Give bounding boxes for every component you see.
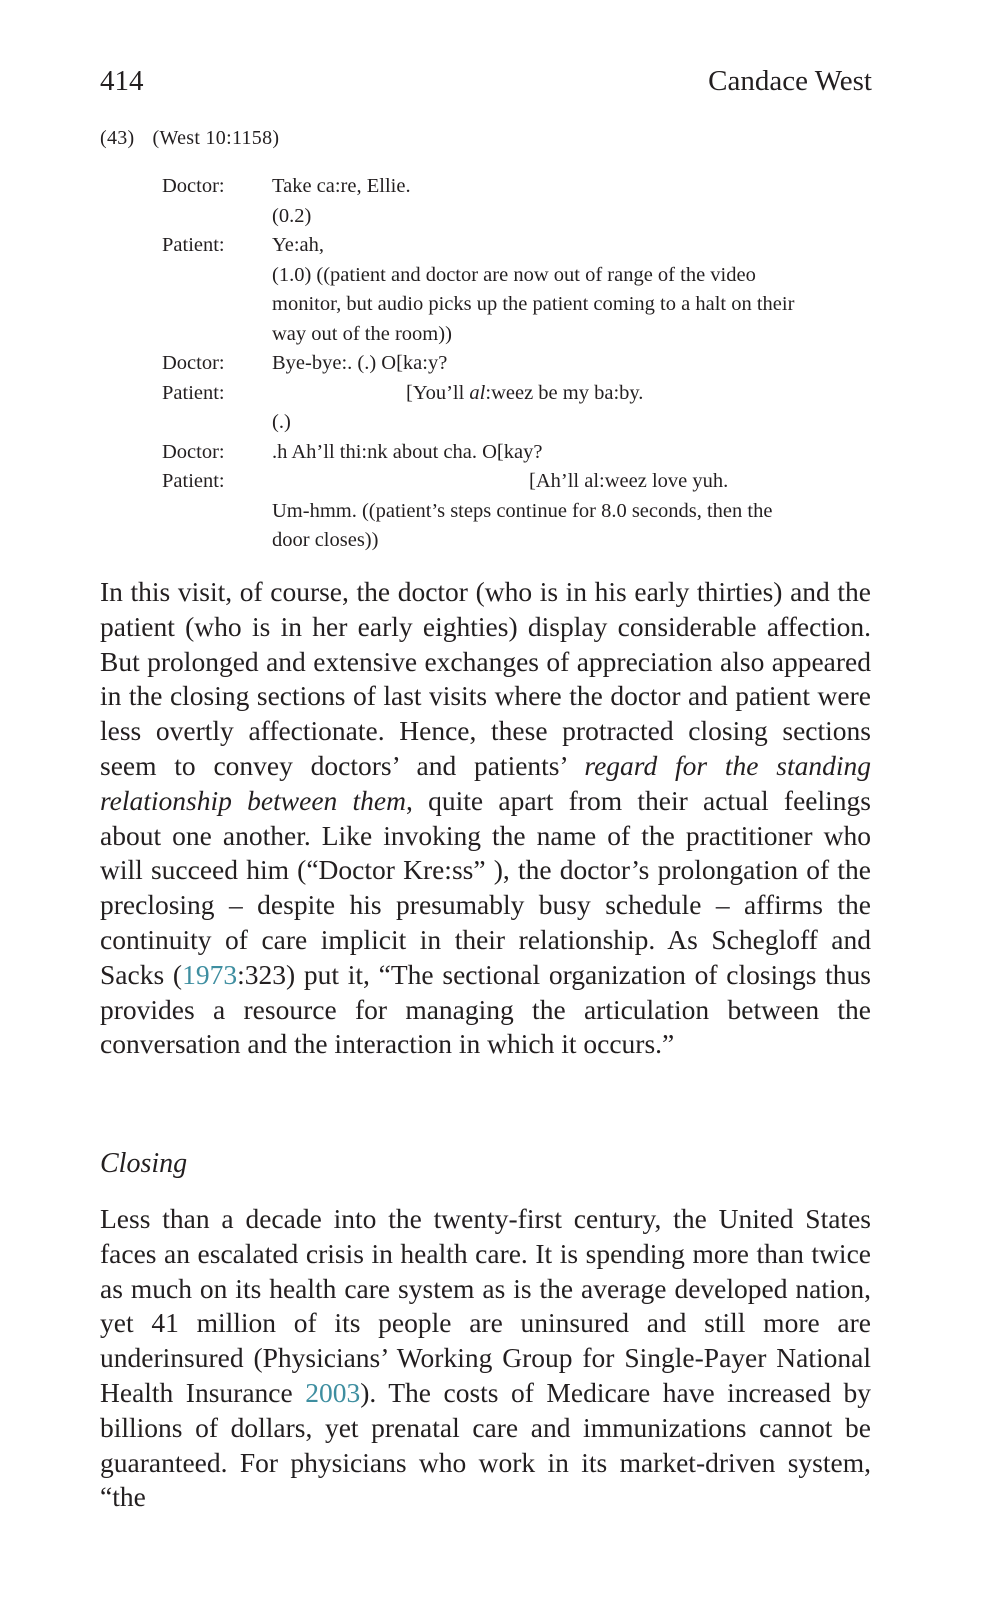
emphasized-text: al	[469, 381, 486, 404]
speaker-label	[162, 202, 272, 232]
overlap-text: [You’ll	[406, 381, 470, 404]
utterance	[272, 438, 874, 468]
speaker-label: Doctor:	[162, 175, 225, 197]
section-heading: Closing	[100, 1148, 188, 1179]
transcript-turn	[162, 349, 882, 379]
utterance	[272, 467, 874, 497]
utterance	[272, 408, 874, 438]
speaker-label	[162, 408, 272, 438]
utterance	[272, 231, 874, 261]
speaker-label: Patient:	[162, 234, 225, 256]
speaker-label: Doctor:	[162, 352, 225, 374]
utterance	[272, 261, 874, 350]
utterance	[272, 379, 874, 409]
utterance	[272, 349, 874, 379]
utterance-line: [Ah’ll al:weez love yuh.	[529, 470, 729, 492]
utterance	[272, 172, 874, 202]
utterance-line: door closes))	[272, 529, 379, 551]
citation-link[interactable]: 1973	[182, 958, 238, 990]
speaker-label: Patient:	[162, 470, 225, 492]
paragraph-text: ). The costs of Medicare have increased by billions of dollars, yet prenatal care and immunizations cannot be guaranteed. For physicians who work in its market-driven system, “the	[100, 1376, 871, 1513]
utterance-line: Take ca:re, Ellie.	[272, 175, 411, 197]
paragraph-text: , quite apart from their actual feelings about one another. Like invoking the name of the practitioner who will succeed him (“Doctor Kre:ss” ), the doctor’s prolongation of the preclosing – despite his presumably busy schedule – affirms the continuity of care implicit in their relationship. As Schegloff and Sacks (	[100, 784, 871, 990]
citation-link[interactable]: 2003	[305, 1376, 361, 1408]
utterance	[272, 202, 874, 232]
speaker-label: Doctor:	[162, 440, 225, 463]
utterance-line: monitor, but audio picks up the patient coming to a halt on their	[272, 293, 795, 315]
speaker-label	[162, 261, 272, 350]
utterance-line: (1.0) ((patient and doctor are now out of range of the video	[272, 263, 756, 286]
utterance-line: (.)	[272, 411, 291, 433]
transcript-turn	[162, 379, 882, 409]
transcript-turn	[162, 202, 882, 232]
transcript-turn	[162, 467, 882, 497]
example-source: (West 10:1158)	[152, 127, 280, 149]
speaker-label: Patient:	[162, 381, 225, 404]
transcript-turn	[162, 261, 882, 350]
running-head: Candace West	[708, 65, 872, 97]
paragraph-text: :323) put it, “The sectional organization of closings thus provides a resource for managing the articulation between the conversation and the interaction in which it occurs.”	[100, 958, 871, 1060]
paragraph-text: Less than a decade into the twenty-first century, the United States faces an escalated crisis in health care. It is spending more than twice as much on its health care system as is the average developed nation, yet 41 million of its people are uninsured and still more are underinsured (Physicians’ Working Group for Single-Payer National Health Insurance	[100, 1203, 871, 1408]
transcript-turn	[162, 438, 882, 468]
utterance-line: .h Ah’ll thi:nk about cha. O[kay?	[272, 440, 543, 463]
utterance	[272, 497, 874, 556]
example-number: (43)	[100, 127, 135, 149]
emphasized-phrase: regard for the standing relationship between them	[100, 749, 871, 816]
paragraph-text: In this visit, of course, the doctor (who is in his early thirties) and the patient (who is in her early eighties) display considerable affection. But prolonged and extensive exchanges of appreciation also appeared in the closing sections of last visits where the doctor and patient were less overtly affectionate. Hence, these protracted closing sections seem to convey doctors’ and patients’	[100, 576, 871, 781]
overlap-text-rest: :weez be my ba:by.	[485, 381, 644, 404]
body-paragraph	[100, 575, 871, 1062]
utterance-line: (0.2)	[272, 204, 312, 227]
example-header	[100, 124, 279, 152]
transcript	[162, 172, 882, 556]
utterance-line: Bye-bye:. (.) O[ka:y?	[272, 352, 448, 374]
speaker-label	[162, 497, 272, 556]
transcript-turn	[162, 497, 882, 556]
body-paragraph	[100, 1202, 871, 1515]
transcript-turn	[162, 172, 882, 202]
utterance-line: Um-hmm. ((patient’s steps continue for 8.0 seconds, then the	[272, 499, 773, 522]
utterance-line: way out of the room))	[272, 322, 452, 345]
transcript-turn	[162, 408, 882, 438]
utterance-line: Ye:ah,	[272, 234, 325, 256]
utterance-line	[272, 379, 874, 409]
transcript-turn	[162, 231, 882, 261]
page-number: 414	[100, 65, 144, 97]
